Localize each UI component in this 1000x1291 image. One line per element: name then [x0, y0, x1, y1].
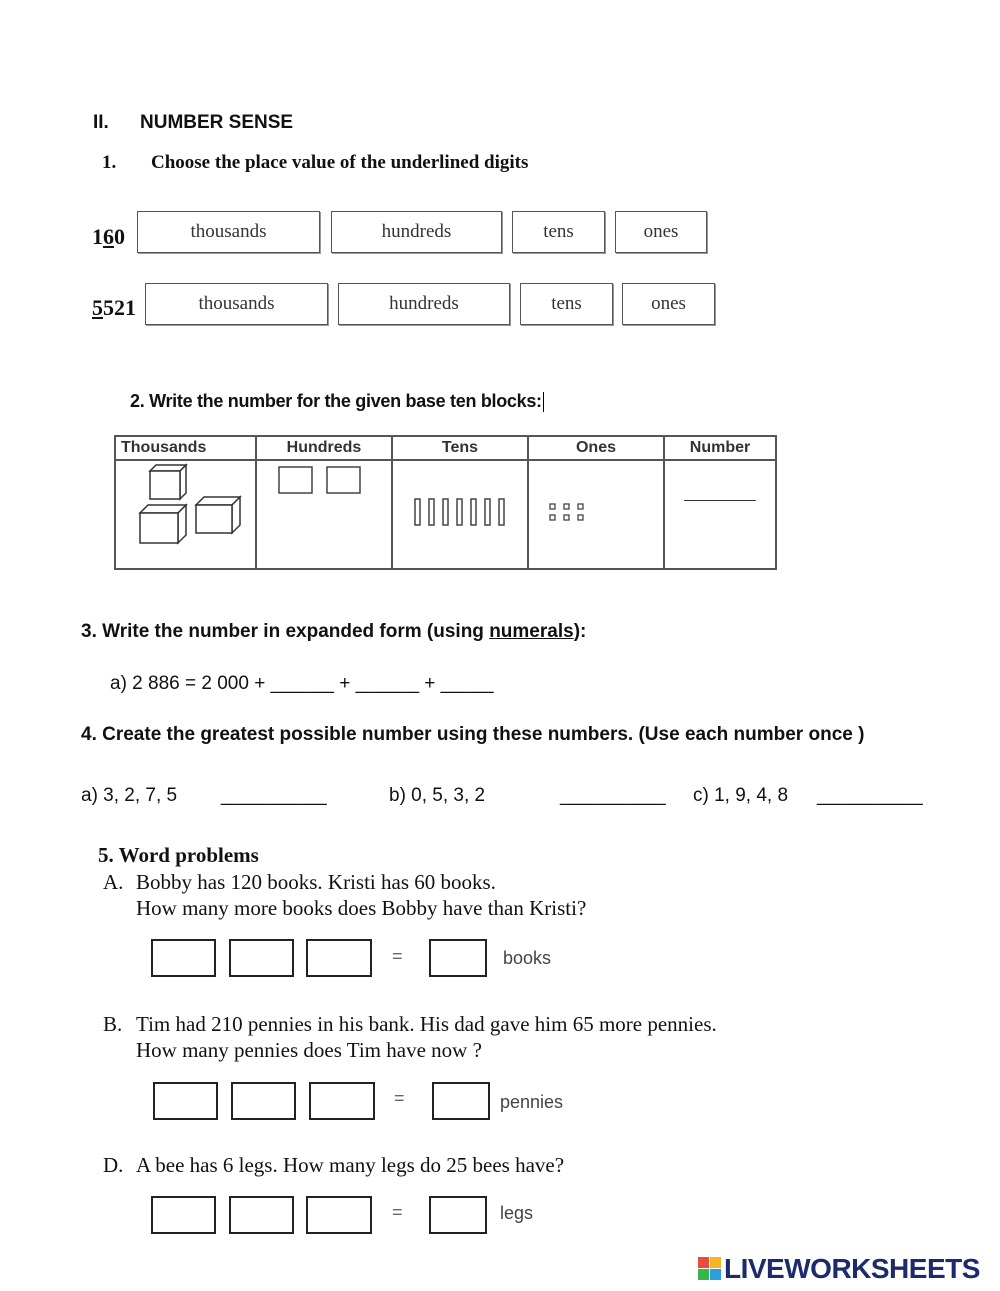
answer-box[interactable] — [151, 1196, 216, 1234]
cube-1 — [150, 465, 186, 499]
header-thousands: Thousands — [115, 436, 256, 460]
answer-box[interactable] — [151, 939, 216, 977]
digit-post: 0 — [114, 224, 125, 249]
answer-box[interactable] — [153, 1082, 218, 1120]
q3-prompt — [81, 621, 586, 643]
problem-b-line1: Tim had 210 pennies in his bank. His dad gave him 65 more pennies. — [136, 1012, 717, 1036]
logo-badge-icon — [698, 1257, 722, 1281]
number-cell[interactable] — [664, 460, 776, 569]
cube-3 — [196, 497, 240, 533]
q3-prompt-start: 3. Write the number in expanded form (using — [81, 621, 490, 642]
option-tens[interactable]: tens — [512, 211, 605, 253]
header-hundreds: Hundreds — [256, 436, 392, 460]
answer-box[interactable] — [429, 939, 487, 977]
q1-number-5521 — [92, 295, 136, 321]
answer-box[interactable] — [306, 939, 372, 977]
q1-number: 1. — [102, 152, 117, 173]
answer-box[interactable] — [429, 1196, 487, 1234]
option-tens[interactable]: tens — [520, 283, 613, 325]
q4-item-a-blank[interactable]: __________ — [221, 785, 327, 806]
header-tens: Tens — [392, 436, 528, 460]
option-ones[interactable]: ones — [622, 283, 715, 325]
hundreds-cell — [256, 460, 392, 569]
q4-item-b-blank[interactable]: __________ — [560, 785, 666, 806]
one-units — [529, 461, 663, 563]
q2-prompt — [130, 391, 544, 412]
q4-item-a-label: a) 3, 2, 7, 5 — [81, 785, 178, 806]
equals-sign: = — [392, 1202, 403, 1222]
q4-prompt: 4. Create the greatest possible number using these numbers. (Use each number once ) — [81, 724, 865, 745]
q5-title: 5. Word problems — [98, 843, 259, 867]
problem-a-line2: How many more books does Bobby have than Kristi? — [136, 896, 587, 920]
q4-item-b-label: b) 0, 5, 3, 2 — [389, 785, 486, 806]
q4-item-c-label: c) 1, 9, 4, 8 — [693, 785, 789, 806]
problem-b-line2: How many pennies does Tim have now ? — [136, 1038, 482, 1062]
q2-prompt-text: 2. Write the number for the given base ten blocks: — [130, 391, 542, 411]
ten-rods — [393, 461, 527, 563]
unit-books: books — [503, 948, 552, 968]
option-hundreds[interactable]: hundreds — [338, 283, 510, 325]
header-ones: Ones — [528, 436, 664, 460]
option-hundreds[interactable]: hundreds — [331, 211, 502, 253]
hundred-flats — [257, 461, 391, 563]
underlined-digit: 5 — [92, 295, 103, 320]
q3-item-a[interactable]: a) 2 886 = 2 000 + ______ + ______ + _____ — [110, 673, 494, 694]
answer-box[interactable] — [231, 1082, 296, 1120]
answer-box[interactable] — [309, 1082, 375, 1120]
section-title: NUMBER SENSE — [140, 112, 294, 133]
option-thousands[interactable]: thousands — [145, 283, 328, 325]
answer-box[interactable] — [229, 939, 294, 977]
option-ones[interactable]: ones — [615, 211, 707, 253]
problem-a-line1: Bobby has 120 books. Kristi has 60 books. — [136, 870, 496, 894]
section-numeral: II. — [93, 112, 109, 133]
q1-number-160 — [92, 224, 125, 250]
logo-text: LIVEWORKSHEETS — [724, 1253, 980, 1284]
thousand-cubes — [116, 461, 250, 563]
answer-box[interactable] — [432, 1082, 490, 1120]
digit-pre: 1 — [92, 224, 103, 249]
unit-pennies: pennies — [500, 1092, 564, 1112]
q4-item-c-blank[interactable]: __________ — [817, 785, 923, 806]
problem-b-letter: B. — [103, 1012, 123, 1036]
q3-prompt-end: ): — [573, 621, 587, 642]
thousands-cell — [115, 460, 256, 569]
problem-d-line1: A bee has 6 legs. How many legs do 25 bees have? — [136, 1153, 565, 1177]
answer-box[interactable] — [229, 1196, 294, 1234]
underlined-digit: 6 — [103, 224, 114, 249]
answer-box[interactable] — [306, 1196, 372, 1234]
problem-d-letter: D. — [103, 1153, 124, 1177]
equals-sign: = — [394, 1088, 405, 1108]
q1-prompt: Choose the place value of the underlined digits — [151, 152, 529, 173]
base-ten-table — [114, 435, 777, 570]
header-number: Number — [664, 436, 776, 460]
option-thousands[interactable]: thousands — [137, 211, 320, 253]
tens-cell — [392, 460, 528, 569]
ones-cell — [528, 460, 664, 569]
text-cursor — [543, 392, 544, 412]
liveworksheets-logo — [698, 1252, 980, 1286]
unit-legs: legs — [500, 1203, 534, 1223]
number-answer-blank[interactable]: ________ — [684, 485, 756, 502]
q3-prompt-underlined: numerals — [489, 621, 574, 642]
digit-post: 521 — [103, 295, 136, 320]
equals-sign: = — [392, 946, 403, 966]
problem-a-letter: A. — [103, 870, 124, 894]
cube-2 — [140, 505, 186, 543]
